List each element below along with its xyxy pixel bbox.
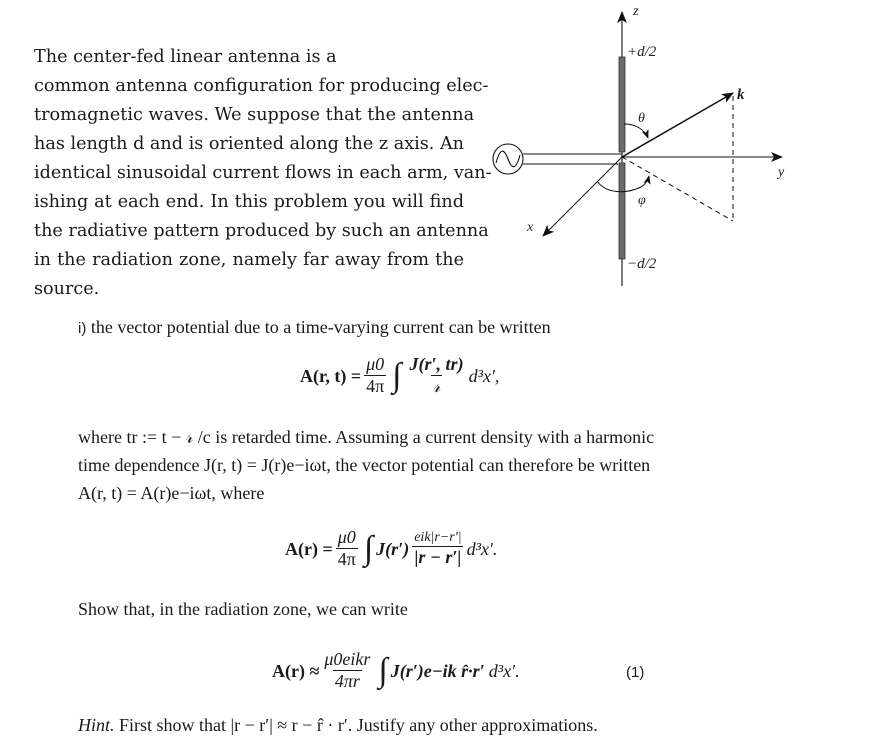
eq1-coef-num: μ0 (366, 354, 385, 375)
intro-line: common antenna configuration for producing elec- (34, 76, 489, 96)
hint-label: Hint. (78, 715, 115, 735)
z-axis-label: z (633, 4, 639, 19)
x-axis-label: x (527, 220, 534, 235)
equation-number: (1) (626, 664, 645, 681)
eq2-coef-den: 4π (337, 549, 356, 570)
antenna-bottom-label: −d/2 (627, 256, 657, 272)
antenna-top-label: +d/2 (627, 44, 657, 60)
integral-sign: ∫ (363, 530, 374, 567)
hint-paragraph (78, 715, 598, 736)
intro-line: the radiative pattern produced by such an antenna (34, 221, 489, 241)
eq1-integrand-num: J(r′, tr) (409, 354, 464, 375)
eq2-measure: d³x′. (466, 538, 498, 559)
antenna-upper-arm (619, 57, 625, 152)
intro-line: has length d and is oriented along the z axis. An (34, 134, 465, 154)
antenna-lower-arm (619, 163, 625, 259)
intro-line: in the radiation zone, namely far away from the (34, 250, 464, 270)
para2-line: where tr := t − 𝓇 /c is retarded time. Assuming a current density with a harmonic (78, 427, 655, 447)
eq2-current: J(r′) (376, 538, 410, 559)
y-axis-label: y (778, 165, 785, 180)
eq1-integrand (408, 355, 466, 396)
eq2-frac-num: eik|r−r′| (414, 530, 462, 546)
show-that-text: Show that, in the radiation zone, we can write (78, 599, 408, 619)
eq2-coefficient (336, 528, 358, 569)
equation-radiation-zone (272, 640, 520, 702)
intro-line: The center-fed linear antenna is a (34, 47, 337, 67)
eq3-coef-num: μ0eikr (324, 649, 371, 670)
ac-source-icon (493, 144, 523, 174)
theta-label: θ (638, 111, 645, 126)
intro-line: ishing at each end. In this problem you will find (34, 192, 464, 212)
para2-line: time dependence J(r, t) = J(r)e−iωt, the vector potential can therefore be written (78, 455, 651, 475)
part-i-text: the vector potential due to a time-varying current can be written (90, 317, 551, 337)
antenna-diagram (0, 0, 870, 300)
x-axis (543, 157, 622, 236)
eq1-measure: d³x′, (468, 365, 500, 386)
intro-line: tromagnetic waves. We suppose that the antenna (34, 105, 475, 125)
retarded-time-paragraph (78, 423, 654, 507)
eq3-measure: d³x′. (488, 660, 520, 681)
eq2-frac-den: |r − r′| (414, 546, 462, 567)
integral-sign: ∫ (392, 357, 402, 394)
eq2-green-function (412, 530, 463, 567)
eq3-coef-den: 4πr (334, 671, 360, 692)
eq3-lhs: A(r) ≈ (272, 660, 320, 681)
eq1-integrand-den: 𝓇 (432, 376, 441, 397)
eq3-coefficient (322, 650, 372, 691)
theta-arc-arrow (624, 124, 648, 138)
eq2-coef-num: μ0 (337, 527, 356, 548)
k-label: k (737, 87, 745, 103)
feed-line (523, 154, 622, 164)
integral-sign: ∫ (378, 652, 388, 689)
eq3-integrand: J(r′)e−ik r̂·r′ (390, 660, 485, 681)
part-i-marker: i) (78, 320, 87, 337)
equation-harmonic-potential (285, 520, 497, 578)
equation-retarded-potential (300, 348, 499, 404)
eq1-lhs: A(r, t) = (300, 365, 362, 386)
eq1-coef-den: 4π (366, 376, 385, 397)
eq1-coefficient (364, 355, 386, 396)
eq2-lhs: A(r) = (285, 538, 333, 559)
para2-line: A(r, t) = A(r)e−iωt, where (78, 483, 265, 503)
phi-label: φ (638, 193, 646, 208)
intro-line: source. (34, 279, 100, 299)
part-i-intro (78, 317, 551, 338)
intro-line: identical sinusoidal current flows in each arm, van- (34, 163, 492, 183)
hint-text: First show that |r − r′| ≈ r − r̂ · r′. Justify any other approximations. (119, 715, 598, 735)
